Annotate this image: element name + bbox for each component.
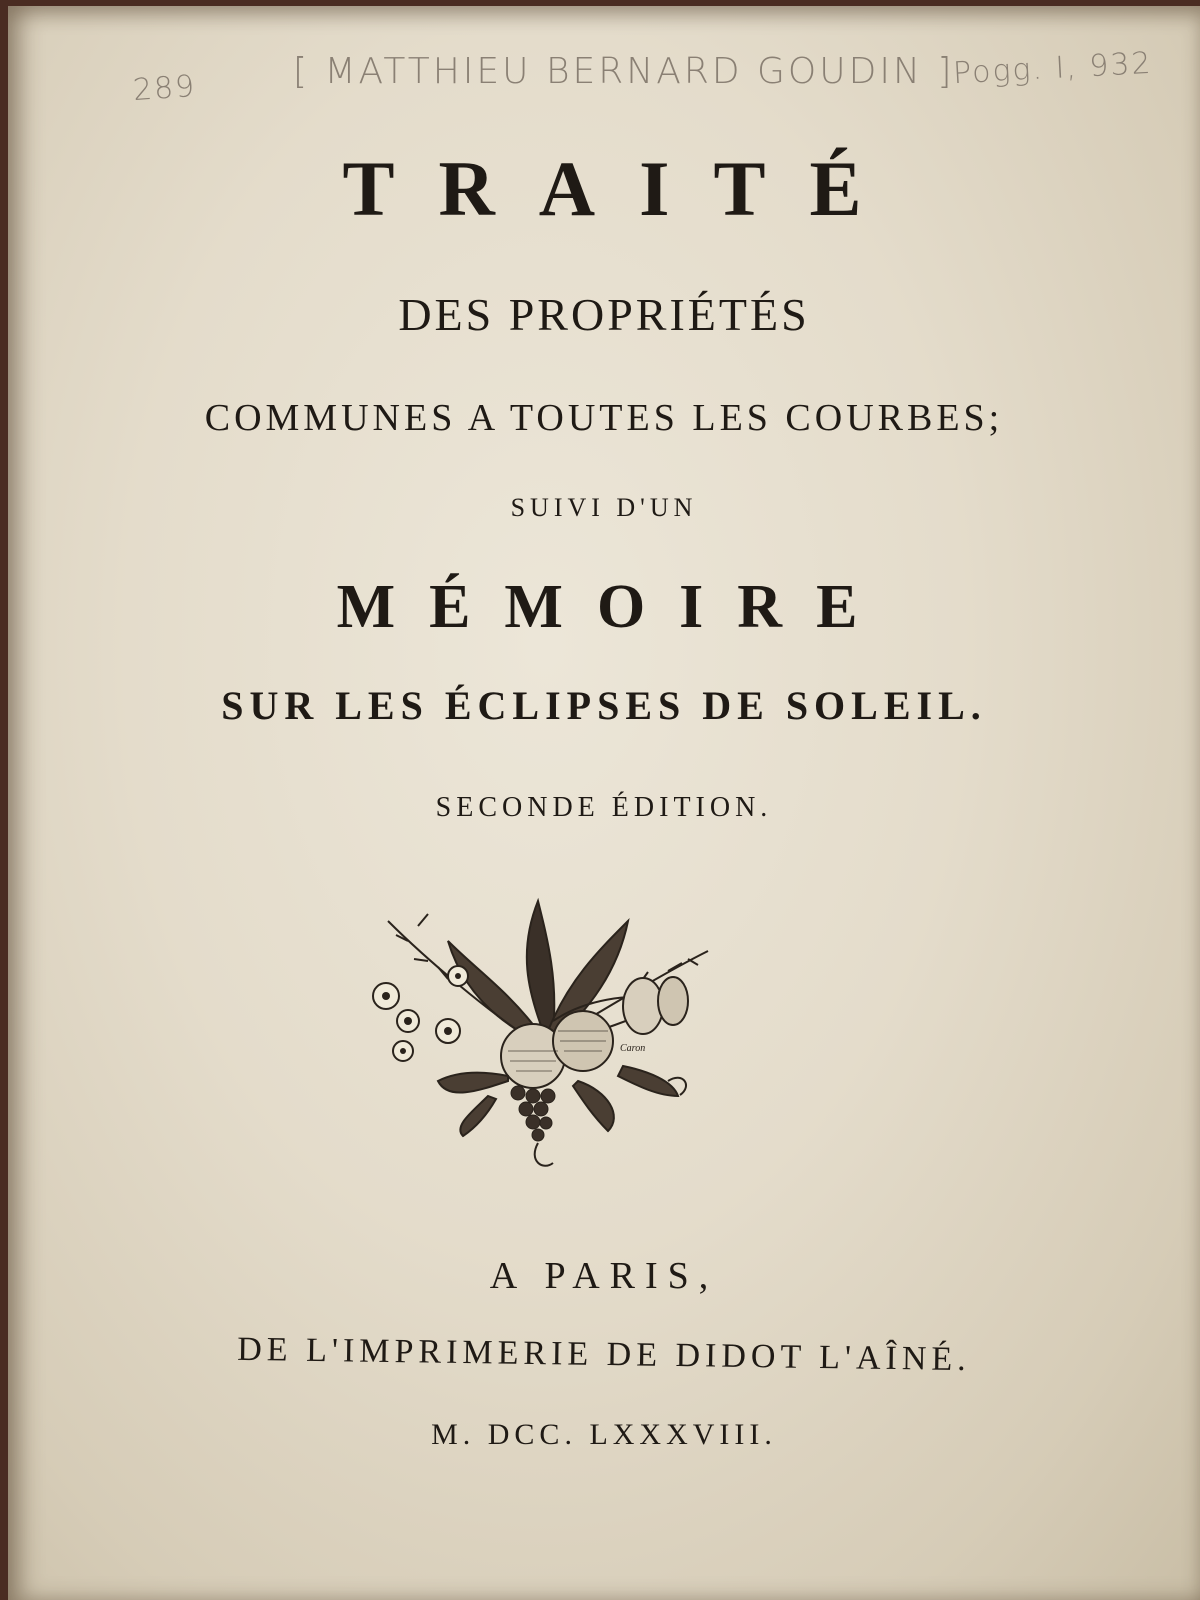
imprint-printer: DE L'IMPRIMERIE DE DIDOT L'AÎNÉ. bbox=[237, 1330, 971, 1379]
title-line-communes: COMMUNES A TOUTES LES COURBES; bbox=[204, 397, 1004, 439]
floral-fruit-vignette-icon bbox=[368, 881, 728, 1181]
title-memoire: MÉMOIRE bbox=[336, 573, 892, 641]
title-page bbox=[8, 6, 1200, 1600]
title-main: TRAITÉ bbox=[342, 145, 906, 232]
title-line-suivi: SUIVI D'UN bbox=[510, 493, 698, 522]
pencil-reference-note: Pogg. I, 932 bbox=[952, 45, 1154, 92]
edition-statement: SECONDE ÉDITION. bbox=[435, 792, 773, 823]
engraver-signature: Caron bbox=[620, 1043, 646, 1054]
title-line-eclipses: SUR LES ÉCLIPSES DE SOLEIL. bbox=[221, 683, 987, 728]
imprint-date: M. DCC. LXXXVIII. bbox=[431, 1418, 777, 1451]
imprint-city: A PARIS, bbox=[489, 1255, 719, 1297]
pencil-author-note: [ MATTHIEU BERNARD GOUDIN ] bbox=[293, 51, 955, 92]
title-line-proprietes: DES PROPRIÉTÉS bbox=[398, 289, 810, 340]
pencil-shelf-number: 289 bbox=[131, 68, 198, 109]
